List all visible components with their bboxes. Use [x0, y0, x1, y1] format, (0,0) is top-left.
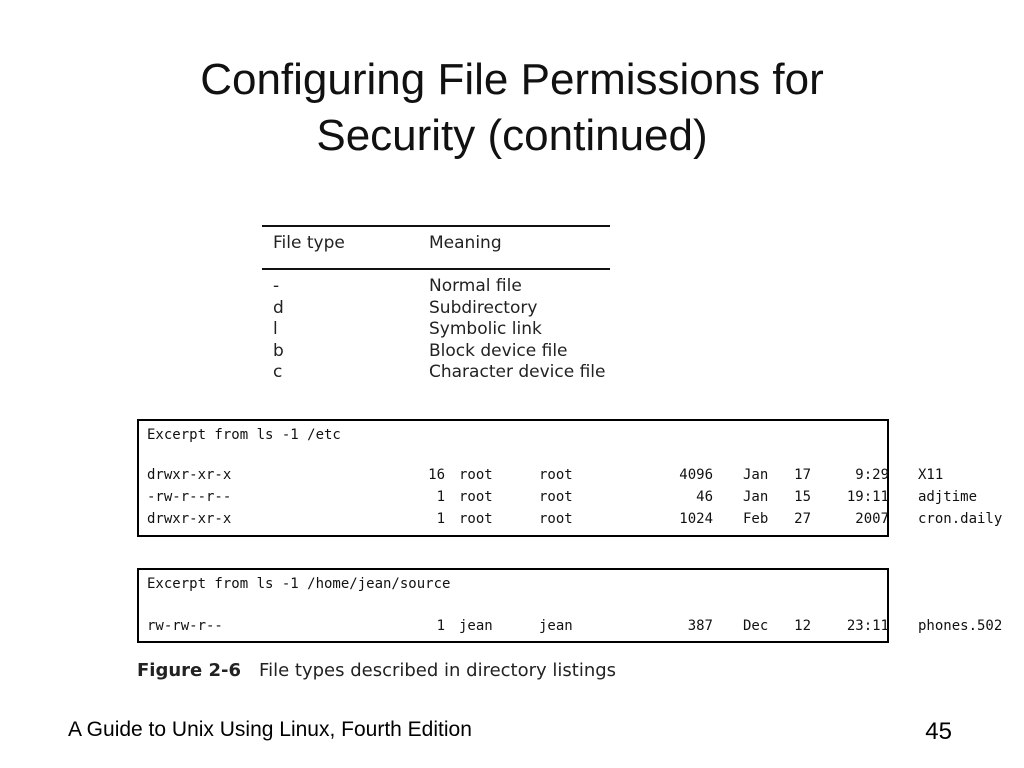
size: 4096: [679, 467, 713, 483]
size: 46: [696, 489, 713, 505]
time: 2007: [855, 511, 889, 527]
file-type-symbol: l: [273, 319, 278, 340]
perm: drwxr-xr-x: [147, 511, 232, 527]
listing-source-title: Excerpt from ls -1 /home/jean/source: [147, 576, 451, 592]
perm: drwxr-xr-x: [147, 467, 232, 483]
month: Dec: [743, 618, 769, 634]
slide-title-line-1: Configuring File Permissions for: [200, 55, 824, 104]
file-type-meaning: Subdirectory: [429, 297, 538, 318]
file-type-symbol: b: [273, 340, 284, 361]
group: jean: [539, 618, 573, 634]
listing-etc-box: [137, 419, 1003, 537]
listing-source-box: [137, 568, 1003, 643]
listing-row: [139, 616, 1003, 636]
month: Feb: [743, 511, 769, 527]
links: 16: [428, 467, 445, 483]
table-body: [262, 276, 610, 384]
table-row: [262, 298, 610, 320]
file-type-symbol: d: [273, 297, 284, 318]
table-top-rule: [262, 225, 610, 227]
header-file-type: File type: [273, 233, 345, 253]
file-type-symbol: -: [273, 276, 280, 296]
month: Jan: [743, 467, 769, 483]
table-header: [262, 233, 610, 257]
file-type-meaning: Normal file: [429, 276, 522, 296]
group: root: [539, 489, 573, 505]
header-meaning: Meaning: [429, 233, 502, 253]
day: 27: [794, 511, 811, 527]
listing-row: [139, 465, 944, 485]
listing-etc-title: Excerpt from ls -1 /etc: [147, 427, 341, 443]
filename: adjtime: [918, 489, 978, 505]
slide-title-line-2: Security (continued): [316, 111, 708, 160]
owner: root: [459, 489, 493, 505]
footer-text: A Guide to Unix Using Linux, Fourth Edition: [68, 718, 472, 741]
day: 17: [794, 467, 811, 483]
links: 1: [436, 489, 445, 505]
table-row: [262, 362, 610, 384]
file-type-meaning: Block device file: [429, 340, 568, 361]
table-header-rule: [262, 268, 610, 270]
filename: cron.daily: [918, 511, 1003, 527]
table-row: [262, 276, 610, 298]
owner: root: [459, 511, 493, 527]
table-row: [262, 319, 610, 341]
group: root: [539, 511, 573, 527]
file-type-meaning: Character device file: [429, 362, 606, 383]
file-type-meaning: Symbolic link: [429, 319, 542, 340]
listing-row: [139, 487, 978, 507]
links: 1: [436, 511, 445, 527]
filename: X11: [918, 467, 944, 483]
month: Jan: [743, 489, 769, 505]
day: 15: [794, 489, 811, 505]
owner: root: [459, 467, 493, 483]
time: 9:29: [855, 467, 889, 483]
listing-row: [139, 509, 1003, 529]
owner: jean: [459, 618, 493, 634]
size: 1024: [679, 511, 713, 527]
figure-caption: [137, 660, 616, 681]
perm: -rw-r--r--: [147, 489, 232, 505]
group: root: [539, 467, 573, 483]
filename: phones.502: [918, 618, 1003, 634]
figure-label: Figure 2-6: [137, 660, 242, 681]
table-row: [262, 341, 610, 363]
day: 12: [794, 618, 811, 634]
page-number: 45: [925, 718, 952, 745]
size: 387: [687, 618, 713, 634]
time: 23:11: [846, 618, 889, 634]
perm: rw-rw-r--: [147, 618, 223, 634]
slide-title: [0, 52, 1024, 164]
time: 19:11: [846, 489, 889, 505]
figure-caption-text: File types described in directory listings: [259, 660, 617, 681]
file-type-symbol: c: [273, 362, 283, 383]
links: 1: [436, 618, 445, 634]
